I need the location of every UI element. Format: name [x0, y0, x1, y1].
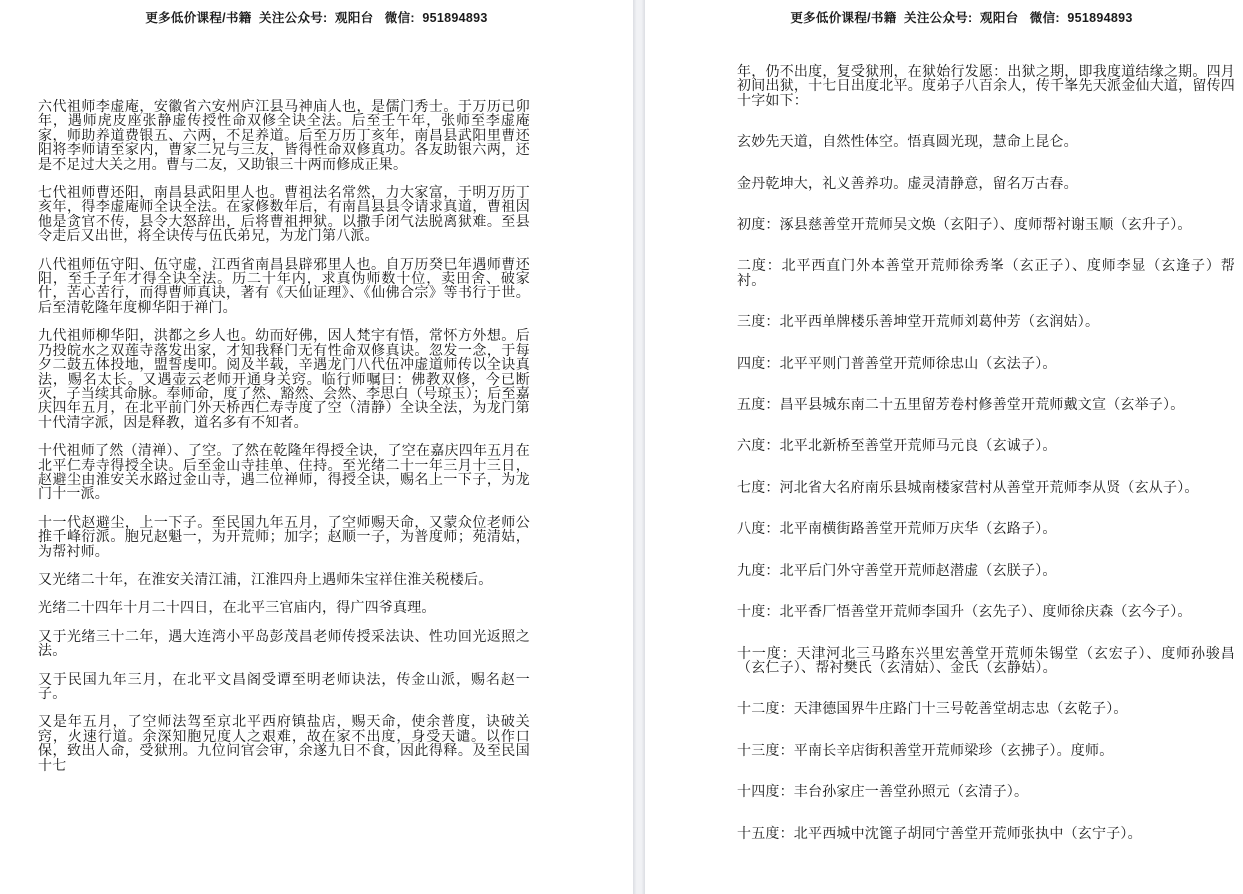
promo-header-left: 更多低价课程/书籍 关注公众号: 观阳台 微信: 951894893 [145, 11, 488, 25]
paragraph: 十代祖师了然（清禅）、了空。了然在乾隆年得授全诀，了空在嘉庆四年五月在北平仁寿寺得授全诀。后至金山寺挂单、住持。至光绪二十一年三月十三日，赵避尘由淮安关水路过金山寺，遇二位禅师，得授全诀，赐名上一下子，为龙门十一派。 [38, 442, 530, 502]
left-page-body [38, 99, 530, 786]
paragraph: 十一度：天津河北三马路东兴里宏善堂开荒师朱锡堂（玄宏子）、度师孙骏昌（玄仁子）、帮衬樊氏（玄清姑）、金氏（玄静姑）。 [737, 644, 1235, 675]
promo-header-right: 更多低价课程/书籍 关注公众号: 观阳台 微信: 951894893 [790, 11, 1133, 25]
paragraph: 九代祖师柳华阳，洪都之乡人也。幼而好佛，因人梵宇有悟，常怀方外想。后乃投皖水之双莲寺落发出家，才知我释门无有性命双修真诀。忽发一念，于每夕二鼓五体投地，盟誓虔叩。阅及半载，辛遇龙门八代伍冲虚道师传以全诀真法，赐名太长。又遇壶云老师开通身关窍。临行师嘱曰：佛教双修，今已断灭，子当续其命脉。奉师命，度了然、豁然、会然、李思白（号琼玉）；后至嘉庆四年五月，在北平前门外天桥西仁寿寺度了空（清静）全诀全法，为龙门第十代清字派，因是释教，道名多有不知者。 [38, 327, 530, 430]
paragraph: 又是年五月，了空师法驾至京北平西府镇盐店，赐天命，使余普度，诀破关窍，火速行道。余深知胞兄度人之艰难，故在家不出度，身受天谴。以作口保，致出人命，受狱刑。九位问官会审，余遂九日不食，因此得释。及至民国十七 [38, 713, 530, 773]
paragraph: 八代祖师伍守阳、伍守虚，江西省南昌县辟邪里人也。自万历癸巳年遇师曹还阳，至壬子年才得全诀全法。历二十年内，求真伪师数十位，卖田舍、破家什，苦心苦行，而得曹师真诀，著有《天仙证理》、《仙佛合宗》等书行于世。后至清乾隆年度柳华阳于禅门。 [38, 255, 530, 315]
paragraph: 九度：北平后门外守善堂开荒师赵潜虚（玄朕子）。 [737, 561, 1057, 578]
paragraph: 十四度：丰台孙家庄一善堂孙照元（玄清子）。 [737, 783, 1029, 800]
paragraph: 年，仍不出度，复受狱刑，在狱始行发愿：出狱之期，即我度道结缘之期。四月初间出狱，十七日出度北平。度弟子八百余人，传千峯先天派金仙大道，留传四十字如下： [737, 63, 1235, 108]
right-page-body [737, 64, 1235, 867]
paragraph: 又光绪二十年，在淮安关清江浦，江淮四舟上遇师朱宝祥住淮关税楼后。 [38, 570, 493, 587]
paragraph: 四度：北平平则门普善堂开荒师徐忠山（玄法子）。 [737, 354, 1057, 371]
paragraph: 五度：昌平县城东南二十五里留芳卷村修善堂开荒师戴文宣（玄举子）。 [737, 396, 1185, 413]
paragraph: 十三度：平南长辛店街积善堂开荒师梁珍（玄拂子）。度师。 [737, 741, 1114, 758]
page-right [645, 0, 1243, 894]
paragraph: 七度：河北省大名府南乐县城南楼家营村从善堂开荒师李从贤（玄从子）。 [737, 478, 1199, 495]
paragraph: 十五度：北平西城中沈篦子胡同宁善堂开荒师张执中（玄宁子）。 [737, 824, 1142, 841]
paragraph: 六度：北平北新桥至善堂开荒师马元良（玄诚子）。 [737, 437, 1057, 454]
page-gutter [633, 0, 645, 894]
paragraph: 八度：北平南横街路善堂开荒师万庆华（玄路子）。 [737, 520, 1057, 537]
paragraph: 十二度：天津德国界牛庄路门十三号乾善堂胡志忠（玄乾子）。 [737, 700, 1128, 717]
paragraph: 初度：涿县慈善堂开荒师吴文焕（玄阳子）、度师帮衬谢玉顺（玄升子）。 [737, 216, 1192, 233]
paragraph: 金丹乾坤大，礼义善养功。虚灵清静意，留名万古春。 [737, 174, 1078, 191]
paragraph: 玄妙先天道，自然性体空。悟真圆光现，慧命上昆仑。 [737, 133, 1078, 150]
paragraph: 三度：北平西单牌楼乐善坤堂开荒师刘葛仲芳（玄润姑）。 [737, 313, 1100, 330]
paragraph: 七代祖师曹还阳，南昌县武阳里人也。曹祖法名常然，力大家富，于明万历丁亥年，得李虚庵师全诀全法。在家修数年后，有南昌县县令请求真道，曹祖因他是贪官不传，县令大怒辞出，后将曹祖押狱。以撒手闭气法脱离狱难。至县令走后又出世，将全诀传与伍氏弟兄，为龙门第八派。 [38, 184, 530, 244]
paragraph: 又于民国九年三月，在北平文昌阁受谭至明老师诀法，传金山派，赐名赵一子。 [38, 670, 530, 701]
paragraph: 十一代赵避尘，上一下子。至民国九年五月，了空师赐天命，又蒙众位老师公推千峰衍派。胞兄赵魁一，为开荒师；加字；赵顺一子，为普度师；苑清姑，为帮衬师。 [38, 513, 530, 559]
paragraph: 光绪二十四年十月二十四日，在北平三官庙内，得广四爷真理。 [38, 599, 436, 616]
paragraph: 六代祖师李虚庵，安徽省六安州庐江县马神庙人也，是儒门秀士。于万历已卯年，遇师虎皮座张静虚传授性命双修全诀全法。后至壬午年，张师至李虚庵家，师助养道费银五、六两，不足养道。后至万历丁亥年，南昌县武阳里曹还阳将李师请至家内，曹家二兄与三友，皆得性命双修真功。各友助银六两，还是不足过大关之用。曹与二友，又助银三十两而修成正果。 [38, 98, 530, 172]
paragraph: 二度：北平西直门外本善堂开荒师徐秀峯（玄正子）、度师李显（玄逢子）帮衬。 [737, 257, 1235, 288]
paragraph: 又于光绪三十二年，遇大连湾小平岛彭茂昌老师传授采法诀、性功回光返照之法。 [38, 627, 530, 659]
paragraph: 十度：北平香厂悟善堂开荒师李国升（玄先子）、度师徐庆森（玄今子）。 [737, 603, 1192, 620]
